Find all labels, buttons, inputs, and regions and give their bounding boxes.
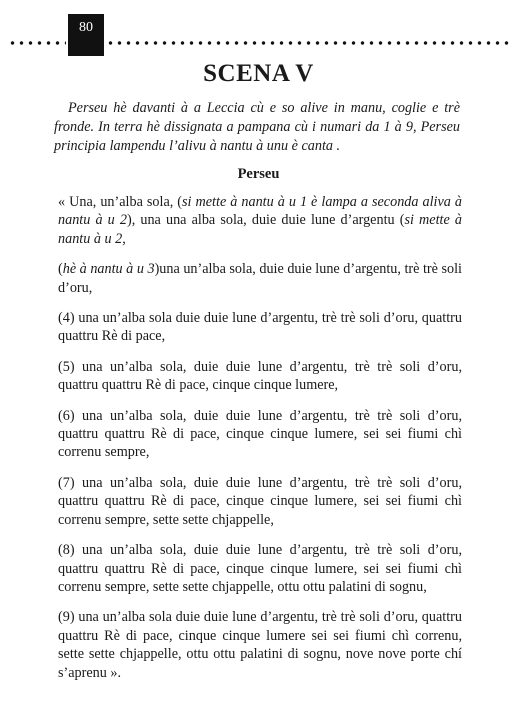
song-verses (58, 193, 462, 694)
verse-stage-note: hè à nantu à u 3 (62, 261, 155, 278)
verse-8: (9) una un’alba sola duie duie lune d’argentu, trè trè soli d’oru, quattru quattru Rè di pace, cinque cinque lumere sei sei fiumi chì correnu, sette sette chjappelle, ottu ottu palatini di sognu, nove nove porte chí s’aprenu ». (58, 609, 462, 681)
dotted-rule-right (106, 41, 510, 45)
page-number-box (68, 14, 104, 56)
verse-text: , (122, 230, 126, 247)
scene-title: SCENA V (203, 60, 314, 87)
verse-2 (58, 260, 462, 297)
verse-stage-note: si mette à nantu à u 2 (58, 212, 462, 247)
verse-4: (5) una un’alba sola, duie duie lune d’argentu, trè trè soli d’oru, quattru quattru Rè di pace, cinque cinque lumere, (58, 358, 462, 394)
verse-text: ), una una alba sola, duie duie lune d’argentu ( (126, 212, 405, 229)
verse-text: ( (58, 261, 63, 278)
verse-text: « Una, un’alba sola, ( (58, 194, 183, 210)
verse-3: (4) una un’alba sola duie duie lune d’argentu, trè trè soli d’oru, quattru quattru Rè di pace, (58, 310, 462, 345)
page-number: 80 (79, 20, 93, 35)
verse-6: (7) una un’alba sola, duie duie lune d’argentu, trè trè soli d’oru, quattru quattru Rè di pace, cinque cinque lumere, sei sei fiumi chì correnu sempre, sette sette chjappelle, (58, 474, 462, 528)
speaker-name: Perseu (237, 166, 280, 182)
verse-text: )una un’alba sola, duie duie lune d’argentu, trè trè soli d’oru, (58, 261, 462, 296)
stage-direction: Perseu hè davanti à a Leccia cù e so alive in manu, coglie e trè fronde. In terra hè dissignata a pampana cù i numari da 1 à 9, Perseu principia lampendu l’alivu à nantu à unu è canta . (54, 100, 460, 154)
verse-7: (8) una un’alba sola, duie duie lune d’argentu, trè trè soli d’oru, quattru quattru Rè di pace, cinque cinque lumere, sei sei fiumi chì correnu sempre, sette sette chjappelle, ottu ottu palatini di sognu, (58, 542, 462, 595)
verse-stage-note: si mette à nantu à u 1 è lampa a seconda aliva à nantu à u 2 (58, 194, 462, 229)
verse-1 (58, 193, 462, 248)
dotted-rule-left (8, 41, 66, 45)
verse-5: (6) una un’alba sola, duie duie lune d’argentu, trè trè soli d’oru, quattru quattru Rè di pace, cinque cinque lumere, sei sei fiumi chì correnu sempre, (58, 407, 462, 461)
